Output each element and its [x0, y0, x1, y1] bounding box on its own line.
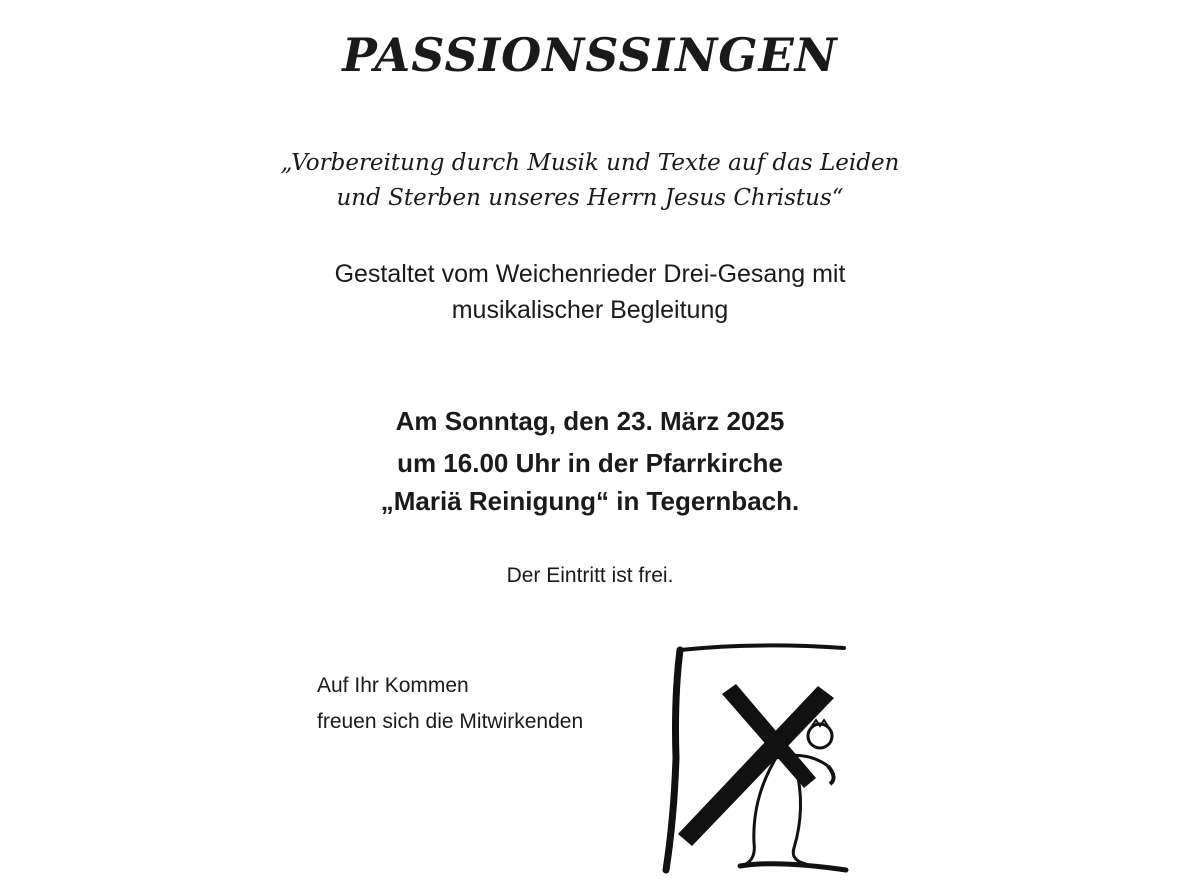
subtitle-line-2: und Sterben unseres Herrn Jesus Christus“	[336, 185, 844, 211]
event-date: Am Sonntag, den 23. März 2025	[395, 406, 785, 436]
admission-note: Der Eintritt ist frei.	[506, 564, 674, 587]
closing-line-2: freuen sich die Mitwirkenden	[317, 710, 584, 733]
closing-line-1: Auf Ihr Kommen	[317, 674, 469, 697]
performer-line-2: musikalischer Begleitung	[451, 296, 729, 324]
event-time-place: um 16.00 Uhr in der Pfarrkirche	[397, 448, 783, 478]
performer-line-1: Gestaltet vom Weichenrieder Drei-Gesang mit	[334, 260, 846, 288]
flyer-title: PASSIONSSINGEN	[342, 28, 838, 82]
subtitle-line-1: „Vorbereitung durch Musik und Texte auf das Leiden	[280, 150, 900, 176]
event-church: „Mariä Reinigung“ in Tegernbach.	[380, 486, 800, 516]
cross-bearer-icon	[656, 638, 856, 878]
